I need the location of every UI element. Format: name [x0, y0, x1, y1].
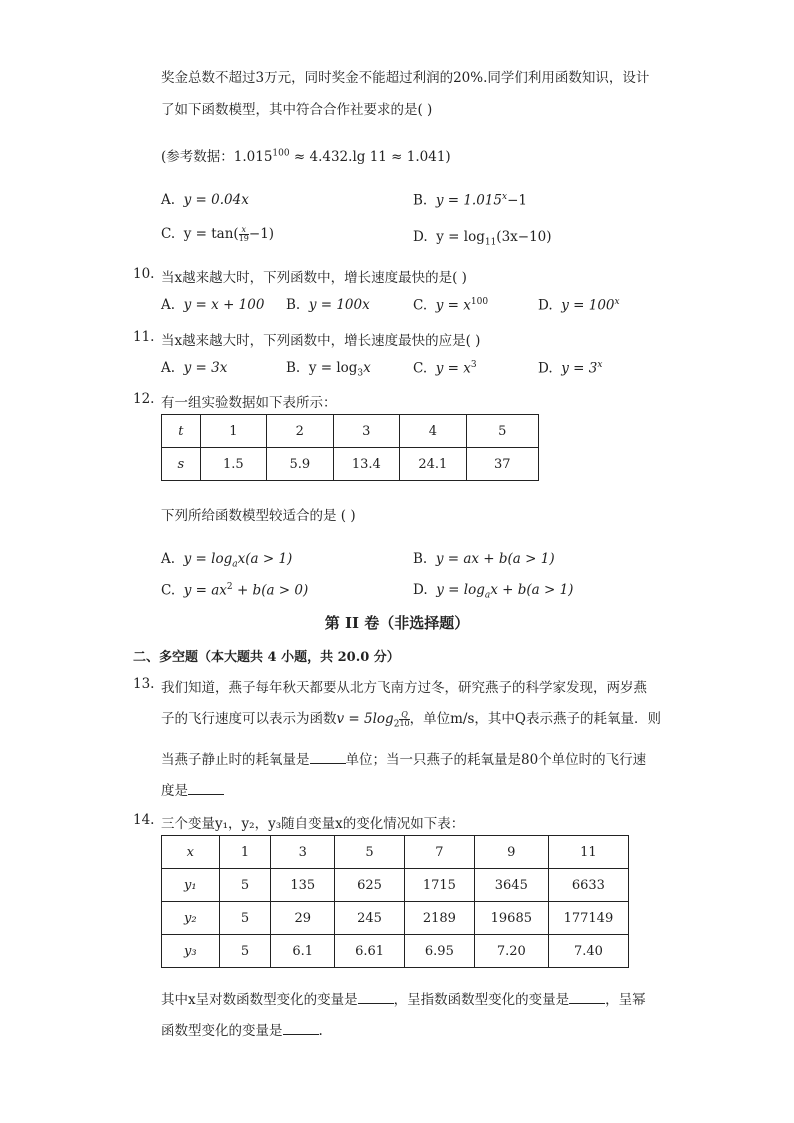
table-cell: 5 [335, 836, 405, 869]
q12-prompt: 下列所给函数模型较适合的是 ( ) [161, 508, 356, 524]
table-cell: 5.9 [267, 448, 333, 481]
table-row [162, 448, 539, 481]
table-cell: 7 [404, 836, 474, 869]
q9-stem-line1: 奖金总数不超过3万元，同时奖金不能超过利润的20%.同学们利用函数知识，设计 [161, 70, 650, 86]
q13-line1: 我们知道，燕子每年秋天都要从北方飞南方过冬，研究燕子的科学家发现，两岁燕 [161, 680, 647, 696]
table-cell: 245 [335, 902, 405, 935]
table-cell: 6.1 [271, 935, 335, 968]
q12-data-table [161, 414, 539, 481]
answer-blank[interactable] [310, 751, 346, 764]
table-cell: 7.20 [474, 935, 548, 968]
table-cell: 9 [474, 836, 548, 869]
q11-stem: 当x越来越大时，下列函数中，增长速度最快的应是( ) [161, 333, 481, 349]
table-row [162, 415, 539, 448]
table-cell: 5 [219, 902, 271, 935]
table-row [162, 902, 629, 935]
table-cell: 1715 [404, 869, 474, 902]
table-cell: 13.4 [333, 448, 400, 481]
table-cell: 3 [333, 415, 400, 448]
q10-option-c[interactable]: C. $y = x^{100}$ [413, 297, 489, 314]
table-cell: 2 [267, 415, 333, 448]
table-cell: 6.61 [335, 935, 405, 968]
q11-option-b[interactable]: B. $y = \log_3x$ [286, 360, 371, 379]
table-row [162, 869, 629, 902]
answer-blank[interactable] [188, 782, 224, 795]
table-cell: 1.5 [200, 448, 266, 481]
q12-option-c[interactable]: C. $y = ax^2 + b(a > 0)$ [161, 582, 309, 599]
q13-number: 13. [133, 676, 155, 692]
q11-option-a[interactable]: A. y = 3x [161, 360, 228, 376]
q9-option-a[interactable]: A. y = 0.04x [161, 192, 249, 208]
table-cell: 5 [219, 869, 271, 902]
table-cell: y₁ [162, 869, 220, 902]
table-cell: 11 [548, 836, 628, 869]
q10-option-b[interactable]: B. y = 100x [286, 297, 370, 313]
q13-line2: 子的飞行速度可以表示为函数$v = 5\log_2$ $\frac{Q}{10}$ ，单位m/s，其中Q表示燕子的耗氧量．则 [161, 710, 661, 730]
q13-line3: 当燕子静止时的耗氧量是 单位；当一只燕子的耗氧量是80个单位时的飞行速 [161, 752, 647, 768]
q9-option-b[interactable]: B. $y = 1.015^x-1$ [413, 192, 527, 209]
table-cell: 625 [335, 869, 405, 902]
table-cell: 6633 [548, 869, 628, 902]
table-cell: y₂ [162, 902, 220, 935]
answer-blank[interactable] [283, 1022, 319, 1035]
q11-option-c[interactable]: C. $y = x^3$ [413, 360, 477, 377]
q10-option-d[interactable]: D. $y = 100^x$ [538, 297, 620, 314]
table-cell: x [162, 836, 220, 869]
q12-stem: 有一组实验数据如下表所示： [161, 395, 337, 411]
table-cell: 1 [219, 836, 271, 869]
q9-reference-data: (参考数据：$1.015^{100} \approx 4.432.\lg$ 11 ≈ 1.041) [161, 148, 451, 165]
q12-option-b[interactable]: B. y = ax + b(a > 1) [413, 551, 555, 567]
table-cell: 19685 [474, 902, 548, 935]
q11-number: 11. [133, 329, 155, 345]
table-cell: s [162, 448, 201, 481]
q12-option-d[interactable]: D. $y = \log_ax + b(a > 1)$ [413, 582, 574, 601]
q13-line4: 度是 [161, 779, 224, 799]
section-heading: 二、多空题（本大题共 4 小题，共 20.0 分） [133, 650, 400, 665]
table-cell: 3645 [474, 869, 548, 902]
table-cell: 1 [200, 415, 266, 448]
table-cell: 2189 [404, 902, 474, 935]
table-row [162, 836, 629, 869]
q12-number: 12. [133, 391, 155, 407]
table-cell: 6.95 [404, 935, 474, 968]
table-cell: 37 [466, 448, 538, 481]
table-cell: 4 [400, 415, 467, 448]
table-cell: 7.40 [548, 935, 628, 968]
q9-option-c[interactable]: C. y = tan( $\frac{x}{19}$ −1) [161, 225, 275, 243]
table-row [162, 935, 629, 968]
q11-option-d[interactable]: D. $y = 3^x$ [538, 360, 603, 377]
table-cell: 3 [271, 836, 335, 869]
q14-stem: 三个变量y₁，y₂，y₃随自变量x的变化情况如下表： [161, 816, 465, 832]
q10-option-a[interactable]: A. y = x + 100 [161, 297, 265, 313]
table-cell: 29 [271, 902, 335, 935]
q9-option-d[interactable]: D. $y = \log_{11}(3x-10)$ [413, 229, 552, 248]
table-cell: 5 [466, 415, 538, 448]
q12-option-a[interactable]: A. $y = \log_ax(a > 1)$ [161, 551, 293, 570]
section-title: 第 II 卷（非选择题） [324, 614, 470, 632]
answer-blank[interactable] [569, 991, 605, 1004]
q14-answer-line1: 其中x呈对数函数型变化的变量是 ，呈指数函数型变化的变量是 ，呈幂 [161, 992, 646, 1008]
q9-stem-line2: 了如下函数模型，其中符合合作社要求的是( ) [161, 102, 433, 118]
table-cell: 135 [271, 869, 335, 902]
table-cell: 5 [219, 935, 271, 968]
table-cell: 24.1 [400, 448, 467, 481]
q10-number: 10. [133, 266, 155, 282]
table-cell: t [162, 415, 201, 448]
table-cell: 177149 [548, 902, 628, 935]
q14-data-table [161, 835, 629, 968]
q14-number: 14. [133, 812, 155, 828]
table-cell: y₃ [162, 935, 220, 968]
q10-stem: 当x越来越大时，下列函数中，增长速度最快的是( ) [161, 270, 467, 286]
q14-answer-line2: 函数型变化的变量是 . [161, 1023, 323, 1039]
answer-blank[interactable] [358, 991, 394, 1004]
